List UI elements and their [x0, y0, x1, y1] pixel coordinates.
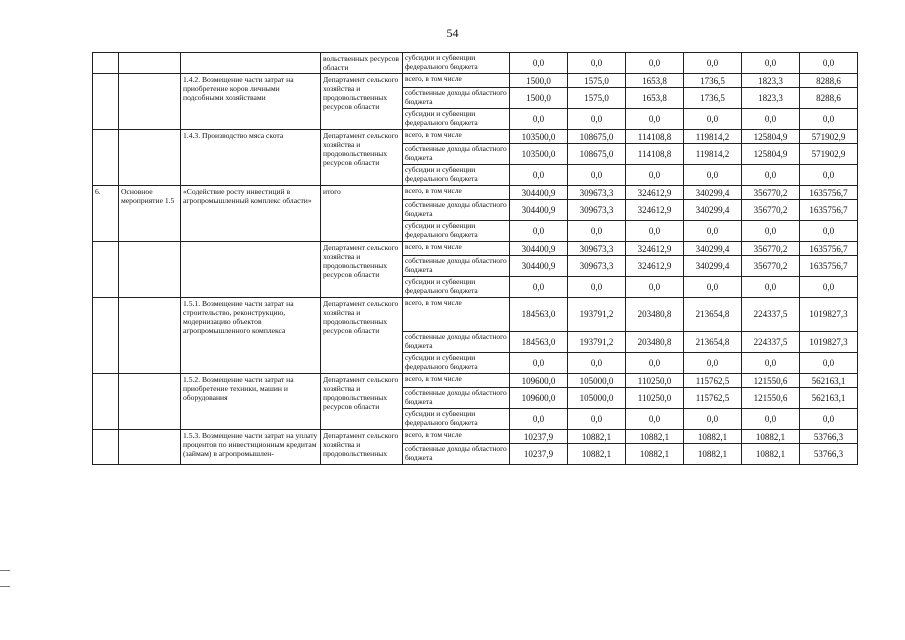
value-cell: 0,0: [626, 221, 684, 242]
table-row: [93, 130, 858, 144]
value-cell: 1635756,7: [800, 200, 858, 221]
executor-cell: Департамент сельского хозяйства и продовольственных ресурсов области: [321, 298, 403, 374]
value-cell: 0,0: [626, 409, 684, 430]
value-cell: 0,0: [800, 409, 858, 430]
funding-source-cell: субсидии и субвенции федерального бюджета: [403, 277, 510, 298]
executor-cell: Департамент сельского хозяйства и продовольственных ресурсов области: [321, 130, 403, 186]
funding-source-cell: субсидии и субвенции федерального бюджета: [403, 109, 510, 130]
value-cell: 0,0: [626, 53, 684, 74]
value-cell: 10882,1: [568, 430, 626, 444]
value-cell: 121550,6: [742, 374, 800, 388]
value-cell: 0,0: [568, 109, 626, 130]
value-cell: 0,0: [800, 53, 858, 74]
value-cell: 108675,0: [568, 144, 626, 165]
value-cell: 324612,9: [626, 256, 684, 277]
funding-source-cell: собственные доходы областного бюджета: [403, 332, 510, 353]
value-cell: 0,0: [800, 109, 858, 130]
value-cell: 0,0: [684, 409, 742, 430]
value-cell: 105000,0: [568, 388, 626, 409]
value-cell: 356770,2: [742, 186, 800, 200]
value-cell: 224337,5: [742, 298, 800, 332]
event-cell: [119, 242, 181, 298]
value-cell: 224337,5: [742, 332, 800, 353]
row-number-cell: [93, 374, 119, 430]
value-cell: 0,0: [742, 277, 800, 298]
value-cell: 0,0: [568, 221, 626, 242]
value-cell: 0,0: [568, 409, 626, 430]
value-cell: 0,0: [684, 353, 742, 374]
value-cell: 1823,3: [742, 88, 800, 109]
funding-source-cell: собственные доходы областного бюджета: [403, 200, 510, 221]
row-number-cell: [93, 298, 119, 374]
value-cell: 0,0: [684, 277, 742, 298]
funding-source-cell: собственные доходы областного бюджета: [403, 256, 510, 277]
event-cell: [119, 130, 181, 186]
value-cell: 340299,4: [684, 256, 742, 277]
row-number-cell: [93, 53, 119, 74]
executor-cell: Департамент сельского хозяйства и продовольственных ресурсов области: [321, 74, 403, 130]
value-cell: 125804,9: [742, 144, 800, 165]
measure-cell: 1.5.3. Возмещение части затрат на уплату процентов по инвестиционным кредитам (займам) в агропромышлен-: [181, 430, 321, 465]
event-cell: [119, 74, 181, 130]
value-cell: 340299,4: [684, 242, 742, 256]
funding-source-cell: собственные доходы областного бюджета: [403, 444, 510, 465]
value-cell: 0,0: [568, 53, 626, 74]
table-body: [93, 53, 858, 465]
value-cell: 571902,9: [800, 144, 858, 165]
value-cell: 1736,5: [684, 88, 742, 109]
value-cell: 0,0: [510, 221, 568, 242]
value-cell: 0,0: [742, 221, 800, 242]
value-cell: 193791,2: [568, 332, 626, 353]
value-cell: 108675,0: [568, 130, 626, 144]
value-cell: 0,0: [510, 53, 568, 74]
table-row: [93, 430, 858, 444]
value-cell: 0,0: [684, 109, 742, 130]
value-cell: 103500,0: [510, 144, 568, 165]
value-cell: 0,0: [800, 221, 858, 242]
measure-cell: 1.5.1. Возмещение части затрат на строительство, реконструкцию, модернизацию объектов агропромышленного комплекса: [181, 298, 321, 374]
value-cell: 562163,1: [800, 374, 858, 388]
value-cell: 0,0: [626, 277, 684, 298]
value-cell: 121550,6: [742, 388, 800, 409]
value-cell: 1500,0: [510, 74, 568, 88]
value-cell: 115762,5: [684, 388, 742, 409]
value-cell: 0,0: [742, 109, 800, 130]
value-cell: 0,0: [742, 409, 800, 430]
value-cell: 324612,9: [626, 186, 684, 200]
event-cell: [119, 374, 181, 430]
value-cell: 0,0: [684, 221, 742, 242]
value-cell: 309673,3: [568, 256, 626, 277]
budget-table: [92, 52, 858, 465]
funding-source-cell: всего, в том числе: [403, 430, 510, 444]
value-cell: 1736,5: [684, 74, 742, 88]
value-cell: 304400,9: [510, 256, 568, 277]
table-row: [93, 74, 858, 88]
executor-cell: Департамент сельского хозяйства и продовольственных ресурсов области: [321, 242, 403, 298]
value-cell: 0,0: [568, 353, 626, 374]
value-cell: 0,0: [568, 277, 626, 298]
value-cell: 0,0: [510, 277, 568, 298]
value-cell: 0,0: [510, 165, 568, 186]
value-cell: 184563,0: [510, 298, 568, 332]
funding-source-cell: всего, в том числе: [403, 130, 510, 144]
value-cell: 53766,3: [800, 444, 858, 465]
margin-mark: [0, 586, 10, 587]
executor-cell: Департамент сельского хозяйства и продовольственных: [321, 430, 403, 465]
value-cell: 0,0: [626, 353, 684, 374]
value-cell: 203480,8: [626, 298, 684, 332]
value-cell: 203480,8: [626, 332, 684, 353]
value-cell: 0,0: [800, 165, 858, 186]
value-cell: 10882,1: [742, 444, 800, 465]
measure-cell: [181, 53, 321, 74]
executor-cell: итого: [321, 186, 403, 242]
funding-source-cell: всего, в том числе: [403, 186, 510, 200]
value-cell: 0,0: [684, 165, 742, 186]
value-cell: 213654,8: [684, 332, 742, 353]
value-cell: 114108,8: [626, 130, 684, 144]
funding-source-cell: собственные доходы областного бюджета: [403, 144, 510, 165]
value-cell: 110250,0: [626, 374, 684, 388]
value-cell: 109600,0: [510, 374, 568, 388]
funding-source-cell: собственные доходы областного бюджета: [403, 88, 510, 109]
row-number-cell: [93, 74, 119, 130]
funding-source-cell: субсидии и субвенции федерального бюджета: [403, 165, 510, 186]
value-cell: 109600,0: [510, 388, 568, 409]
value-cell: 309673,3: [568, 200, 626, 221]
value-cell: 1653,8: [626, 74, 684, 88]
value-cell: 356770,2: [742, 242, 800, 256]
value-cell: 324612,9: [626, 200, 684, 221]
value-cell: 0,0: [684, 53, 742, 74]
value-cell: 0,0: [510, 109, 568, 130]
value-cell: 115762,5: [684, 374, 742, 388]
measure-cell: 1.4.2. Возмещение части затрат на приобретение коров личными подсобными хозяйствами: [181, 74, 321, 130]
value-cell: 8288,6: [800, 74, 858, 88]
value-cell: 1823,3: [742, 74, 800, 88]
measure-cell: «Содействие росту инвестиций в агропромышленный комплекс области»: [181, 186, 321, 242]
measure-cell: 1.4.3. Производство мяса скота: [181, 130, 321, 186]
margin-mark: [0, 570, 10, 571]
value-cell: 0,0: [510, 353, 568, 374]
value-cell: 8288,6: [800, 88, 858, 109]
row-number-cell: [93, 130, 119, 186]
value-cell: 10237,9: [510, 444, 568, 465]
value-cell: 0,0: [626, 109, 684, 130]
table-row: [93, 298, 858, 332]
value-cell: 10882,1: [684, 444, 742, 465]
value-cell: 0,0: [800, 277, 858, 298]
value-cell: 571902,9: [800, 130, 858, 144]
value-cell: 356770,2: [742, 256, 800, 277]
value-cell: 1635756,7: [800, 186, 858, 200]
table-row: [93, 186, 858, 200]
value-cell: 309673,3: [568, 186, 626, 200]
value-cell: 0,0: [626, 165, 684, 186]
value-cell: 184563,0: [510, 332, 568, 353]
value-cell: 1635756,7: [800, 256, 858, 277]
value-cell: 114108,8: [626, 144, 684, 165]
value-cell: 193791,2: [568, 298, 626, 332]
row-number-cell: 6.: [93, 186, 119, 242]
value-cell: 356770,2: [742, 200, 800, 221]
value-cell: 10237,9: [510, 430, 568, 444]
value-cell: 1635756,7: [800, 242, 858, 256]
funding-source-cell: субсидии и субвенции федерального бюджета: [403, 221, 510, 242]
value-cell: 1575,0: [568, 74, 626, 88]
funding-source-cell: субсидии и субвенции федерального бюджета: [403, 53, 510, 74]
value-cell: 53766,3: [800, 430, 858, 444]
event-cell: [119, 430, 181, 465]
measure-cell: 1.5.2. Возмещение части затрат на приобретение техники, машин и оборудования: [181, 374, 321, 430]
value-cell: 119814,2: [684, 130, 742, 144]
value-cell: 304400,9: [510, 186, 568, 200]
value-cell: 213654,8: [684, 298, 742, 332]
value-cell: 309673,3: [568, 242, 626, 256]
table-row: [93, 242, 858, 256]
value-cell: 10882,1: [626, 444, 684, 465]
value-cell: 340299,4: [684, 200, 742, 221]
value-cell: 340299,4: [684, 186, 742, 200]
value-cell: 1653,8: [626, 88, 684, 109]
funding-source-cell: всего, в том числе: [403, 298, 510, 332]
value-cell: 0,0: [742, 353, 800, 374]
value-cell: 1019827,3: [800, 332, 858, 353]
value-cell: 119814,2: [684, 144, 742, 165]
funding-source-cell: субсидии и субвенции федерального бюджета: [403, 353, 510, 374]
value-cell: 0,0: [800, 353, 858, 374]
value-cell: 103500,0: [510, 130, 568, 144]
value-cell: 10882,1: [742, 430, 800, 444]
value-cell: 304400,9: [510, 242, 568, 256]
funding-source-cell: всего, в том числе: [403, 242, 510, 256]
executor-cell: вольственных ресурсов области: [321, 53, 403, 74]
value-cell: 110250,0: [626, 388, 684, 409]
table-row: [93, 53, 858, 74]
row-number-cell: [93, 430, 119, 465]
value-cell: 0,0: [568, 165, 626, 186]
value-cell: 10882,1: [684, 430, 742, 444]
executor-cell: Департамент сельского хозяйства и продовольственных ресурсов области: [321, 374, 403, 430]
value-cell: 105000,0: [568, 374, 626, 388]
value-cell: 1019827,3: [800, 298, 858, 332]
table-row: [93, 374, 858, 388]
value-cell: 0,0: [742, 165, 800, 186]
funding-source-cell: субсидии и субвенции федерального бюджета: [403, 409, 510, 430]
value-cell: 10882,1: [568, 444, 626, 465]
value-cell: 324612,9: [626, 242, 684, 256]
funding-source-cell: собственные доходы областного бюджета: [403, 388, 510, 409]
funding-source-cell: всего, в том числе: [403, 374, 510, 388]
row-number-cell: [93, 242, 119, 298]
value-cell: 562163,1: [800, 388, 858, 409]
value-cell: 0,0: [742, 53, 800, 74]
measure-cell: [181, 242, 321, 298]
event-cell: Основное мероприятие 1.5: [119, 186, 181, 242]
page-number: 54: [446, 26, 459, 40]
event-cell: [119, 53, 181, 74]
value-cell: 10882,1: [626, 430, 684, 444]
event-cell: [119, 298, 181, 374]
funding-source-cell: всего, в том числе: [403, 74, 510, 88]
value-cell: 125804,9: [742, 130, 800, 144]
value-cell: 1500,0: [510, 88, 568, 109]
value-cell: 304400,9: [510, 200, 568, 221]
value-cell: 0,0: [510, 409, 568, 430]
value-cell: 1575,0: [568, 88, 626, 109]
